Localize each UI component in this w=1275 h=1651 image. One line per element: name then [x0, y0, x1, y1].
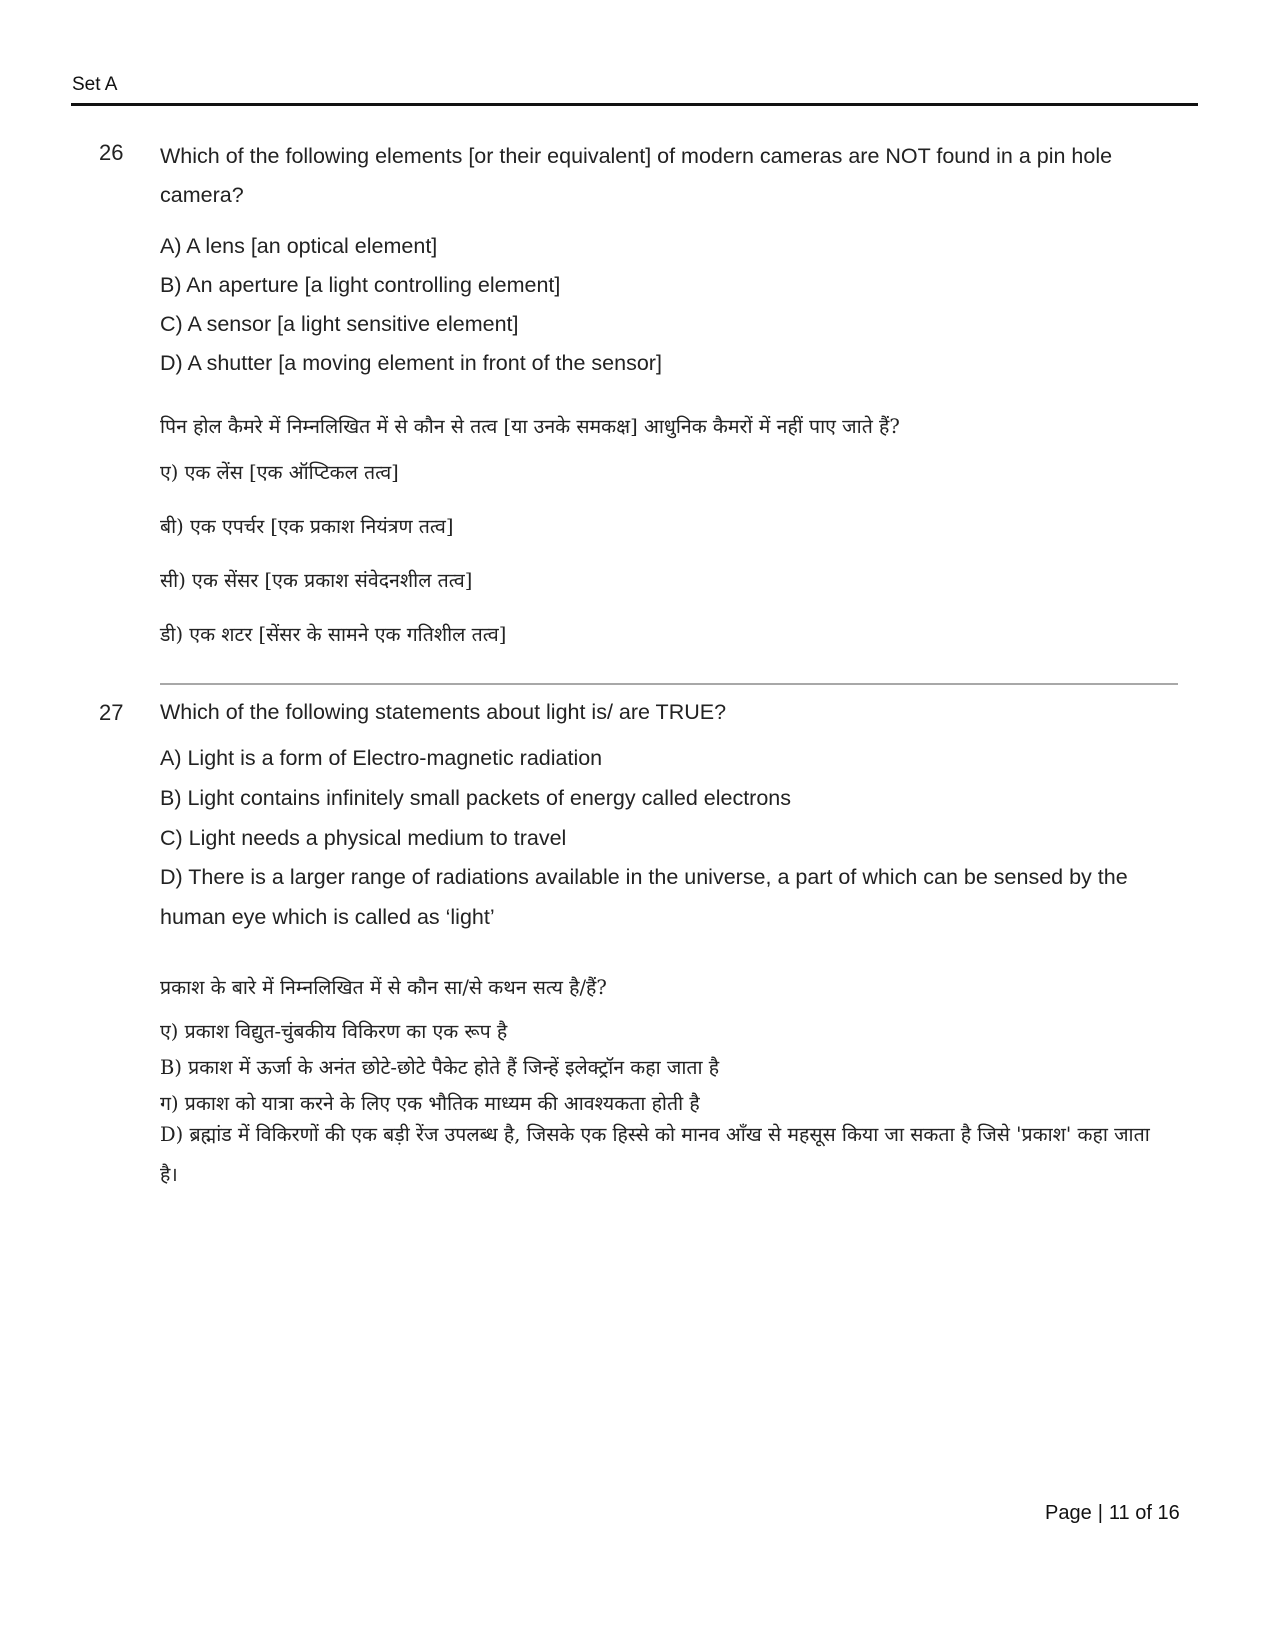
page-separator: | — [1097, 1502, 1103, 1524]
page-number: 11 of 16 — [1108, 1502, 1180, 1524]
question-text-en: Which of the following statements about light is/ are TRUE? — [160, 700, 727, 724]
option-a-hi: ए) प्रकाश विद्युत-चुंबकीय विकिरण का एक रूप है — [160, 1020, 508, 1043]
set-label: Set A — [72, 74, 118, 95]
option-c-en: C) A sensor [a light sensitive element] — [160, 312, 519, 336]
question-number: 26 — [99, 140, 124, 165]
option-b-hi: B) प्रकाश में ऊर्जा के अनंत छोटे-छोटे पैकेट होते हैं जिन्हें इलेक्ट्रॉन कहा जाता है — [160, 1056, 720, 1079]
question-text-hi: पिन होल कैमरे में निम्नलिखित में से कौन से तत्व [या उनके समकक्ष] आधुनिक कैमरों में नहीं पाए जाते हैं? — [160, 415, 900, 438]
question-text-en — [160, 137, 1180, 215]
option-c-hi: ग) प्रकाश को यात्रा करने के लिए एक भौतिक माध्यम की आवश्यकता होती है — [160, 1092, 700, 1115]
option-d-hi: डी) एक शटर [सेंसर के सामने एक गतिशील तत्व] — [160, 623, 507, 646]
option-b-en: B) Light contains infinitely small packets of energy called electrons — [160, 786, 791, 810]
page-word: Page — [1045, 1502, 1092, 1524]
question-divider — [160, 683, 1178, 685]
option-b-en: B) An aperture [a light controlling element] — [160, 273, 561, 297]
option-d-en-wrap — [160, 857, 1170, 937]
option-c-en: C) Light needs a physical medium to travel — [160, 826, 567, 850]
header-rule — [71, 103, 1198, 106]
option-c-hi: सी) एक सेंसर [एक प्रकाश संवेदनशील तत्व] — [160, 569, 473, 592]
option-d-en: D) A shutter [a moving element in front of the sensor] — [160, 351, 662, 375]
question-text-hi: प्रकाश के बारे में निम्नलिखित में से कौन सा/से कथन सत्य है/हैं? — [160, 976, 607, 999]
question-text: Which of the following elements [or their equivalent] of modern cameras are NOT found in a pin hole camera? — [160, 144, 1113, 207]
question-number: 27 — [99, 700, 124, 725]
page-footer — [1045, 1502, 1180, 1525]
option-d-en: D) There is a larger range of radiations available in the universe, a part of which can be sensed by the human eye which is called as ‘light’ — [160, 865, 1128, 929]
option-d-hi: D) ब्रह्मांड में विकिरणों की एक बड़ी रेंज उपलब्ध है, जिसके एक हिस्से को मानव आँख से महसूस किया जा सकता है जिसे 'प्रकाश' कहा जाता है। — [160, 1123, 1150, 1186]
option-a-en: A) A lens [an optical element] — [160, 234, 438, 258]
option-a-en: A) Light is a form of Electro-magnetic radiation — [160, 746, 603, 770]
option-a-hi: ए) एक लेंस [एक ऑप्टिकल तत्व] — [160, 461, 399, 484]
option-b-hi: बी) एक एपर्चर [एक प्रकाश नियंत्रण तत्व] — [160, 515, 454, 538]
